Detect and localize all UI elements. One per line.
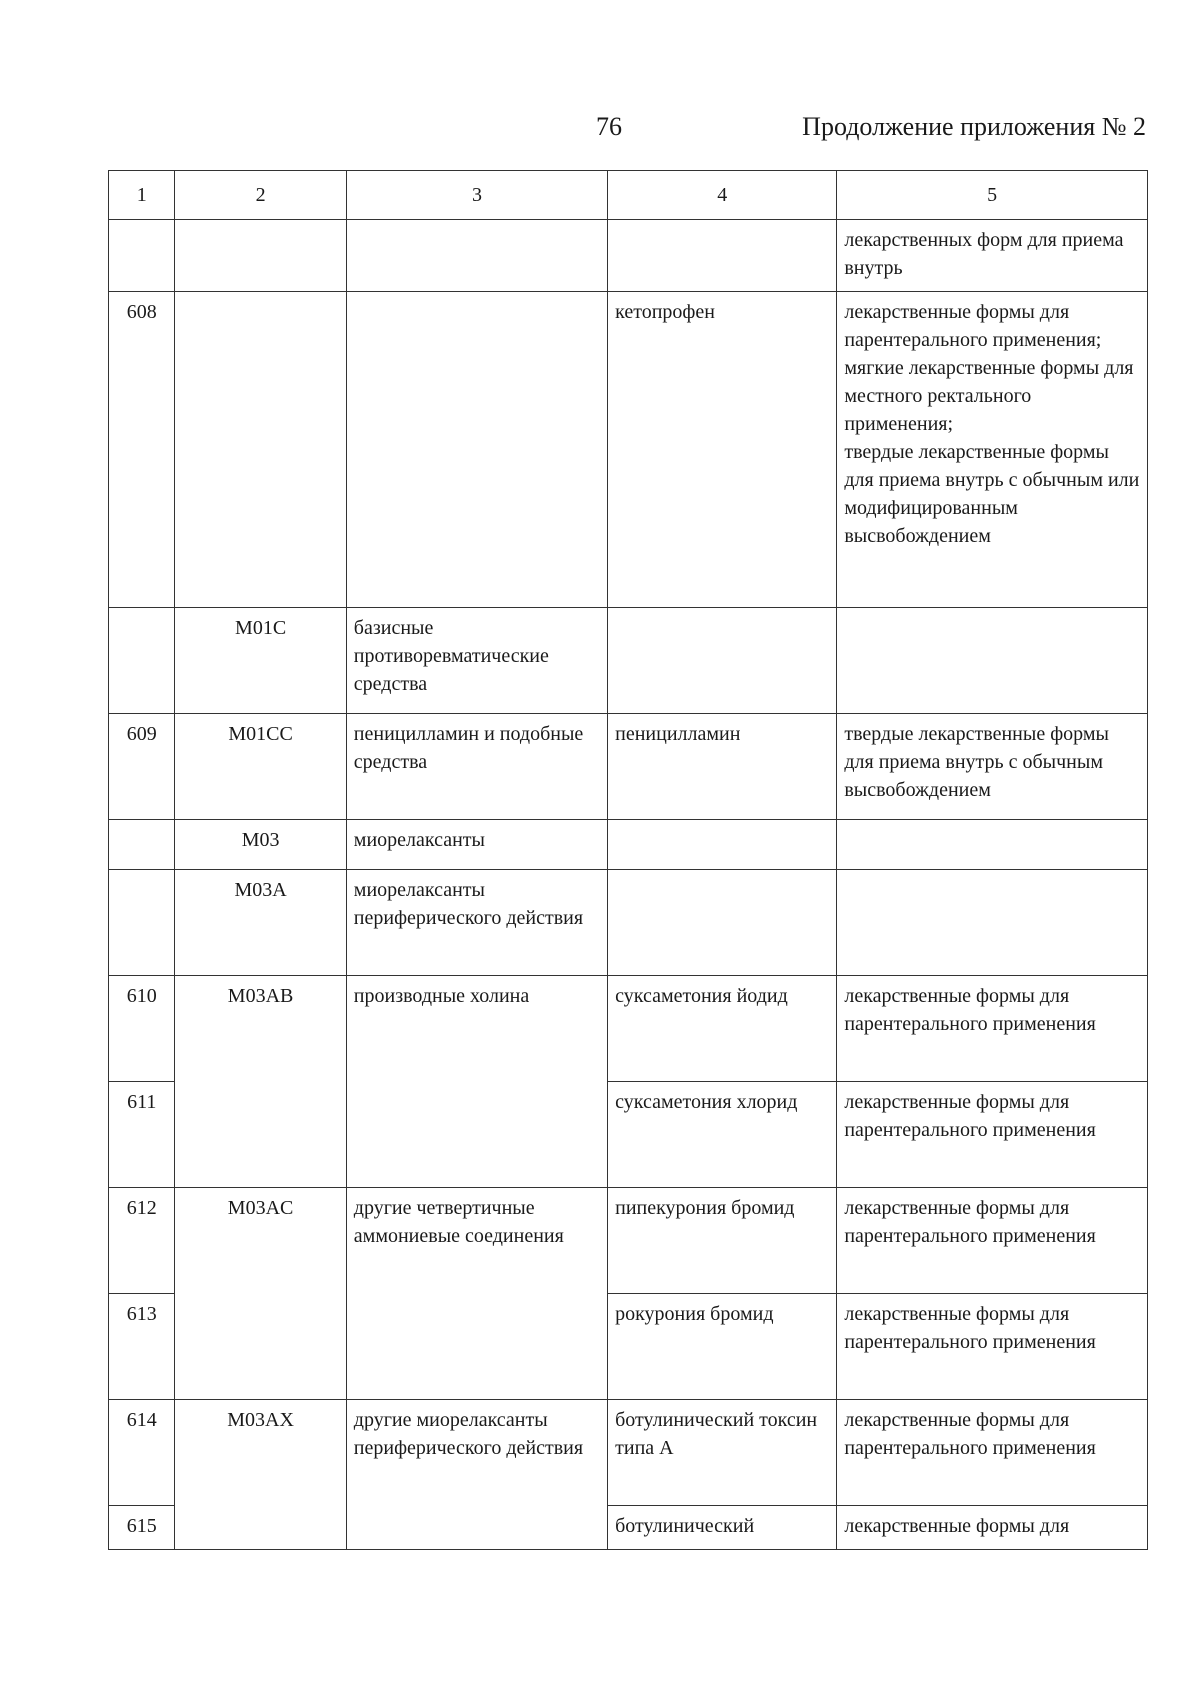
drug-cell xyxy=(608,870,837,976)
dosage-form-cell: лекарственные формы для парентерального применения xyxy=(837,1082,1148,1188)
drug-cell: суксаметония йодид xyxy=(608,976,837,1082)
row-number-cell: 614 xyxy=(109,1400,175,1506)
row-number-cell xyxy=(109,820,175,870)
group-cell: пеницилламин и подобные средства xyxy=(346,714,607,820)
medicines-table xyxy=(108,170,1148,1550)
group-cell: миорелаксанты xyxy=(346,820,607,870)
group-cell: другие миорелаксанты периферического действия xyxy=(346,1400,607,1550)
atc-code-cell: M03 xyxy=(175,820,346,870)
group-cell: миорелаксанты периферического действия xyxy=(346,870,607,976)
drug-cell xyxy=(608,220,837,292)
drug-cell: пеницилламин xyxy=(608,714,837,820)
dosage-form-cell: лекарственных форм для приема внутрь xyxy=(837,220,1148,292)
column-numbers-row xyxy=(109,171,1148,220)
drug-cell: суксаметония хлорид xyxy=(608,1082,837,1188)
group-cell: производные холина xyxy=(346,976,607,1188)
atc-code-cell xyxy=(175,292,346,608)
atc-code-cell: M03AX xyxy=(175,1400,346,1550)
column-number-2: 2 xyxy=(175,171,346,220)
drug-cell xyxy=(608,608,837,714)
dosage-form-cell: твердые лекарственные формы для приема внутрь с обычным высвобождением xyxy=(837,714,1148,820)
row-number-cell: 615 xyxy=(109,1506,175,1550)
row-number-cell xyxy=(109,220,175,292)
row-number-cell xyxy=(109,870,175,976)
row-number-cell: 611 xyxy=(109,1082,175,1188)
atc-code-cell: M03A xyxy=(175,870,346,976)
dosage-form-cell: лекарственные формы для парентерального применения xyxy=(837,976,1148,1082)
table-row xyxy=(109,1400,1148,1506)
drug-cell: пипекурония бромид xyxy=(608,1188,837,1294)
dosage-form-cell: лекарственные формы для парентерального применения xyxy=(837,1400,1148,1506)
column-number-3: 3 xyxy=(346,171,607,220)
table-row xyxy=(109,820,1148,870)
page-header xyxy=(108,112,1146,152)
row-number-cell: 612 xyxy=(109,1188,175,1294)
atc-code-cell: M03AB xyxy=(175,976,346,1188)
table-row xyxy=(109,714,1148,820)
table-row xyxy=(109,292,1148,608)
column-number-1: 1 xyxy=(109,171,175,220)
dosage-form-cell xyxy=(837,608,1148,714)
drug-cell: рокурония бромид xyxy=(608,1294,837,1400)
table-row xyxy=(109,608,1148,714)
group-cell: другие четвертичные аммониевые соединения xyxy=(346,1188,607,1400)
table-row xyxy=(109,976,1148,1082)
dosage-form-cell: лекарственные формы для парентерального применения xyxy=(837,1294,1148,1400)
row-number-cell xyxy=(109,608,175,714)
row-number-cell: 613 xyxy=(109,1294,175,1400)
group-cell xyxy=(346,292,607,608)
dosage-form-cell: лекарственные формы для xyxy=(837,1506,1148,1550)
drug-cell: ботулинический xyxy=(608,1506,837,1550)
table-row xyxy=(109,870,1148,976)
drug-cell: ботулинический токсин типа А xyxy=(608,1400,837,1506)
dosage-form-cell xyxy=(837,870,1148,976)
atc-code-cell: M03AC xyxy=(175,1188,346,1400)
drug-cell: кетопрофен xyxy=(608,292,837,608)
table-row xyxy=(109,220,1148,292)
dosage-form-cell xyxy=(837,820,1148,870)
row-number-cell: 610 xyxy=(109,976,175,1082)
table-row xyxy=(109,1188,1148,1294)
dosage-form-cell: лекарственные формы для парентерального применения; мягкие лекарственные формы для местного ректального применения; твердые лекарственные формы для приема внутрь с обычным или модифицированным высвобождением xyxy=(837,292,1148,608)
row-number-cell: 608 xyxy=(109,292,175,608)
atc-code-cell: M01C xyxy=(175,608,346,714)
column-number-5: 5 xyxy=(837,171,1148,220)
column-number-4: 4 xyxy=(608,171,837,220)
atc-code-cell xyxy=(175,220,346,292)
page-number: 76 xyxy=(596,112,622,141)
appendix-title: Продолжение приложения № 2 xyxy=(802,112,1146,141)
group-cell: базисные противоревматические средства xyxy=(346,608,607,714)
dosage-form-cell: лекарственные формы для парентерального применения xyxy=(837,1188,1148,1294)
group-cell xyxy=(346,220,607,292)
drug-cell xyxy=(608,820,837,870)
row-number-cell: 609 xyxy=(109,714,175,820)
atc-code-cell: M01CC xyxy=(175,714,346,820)
